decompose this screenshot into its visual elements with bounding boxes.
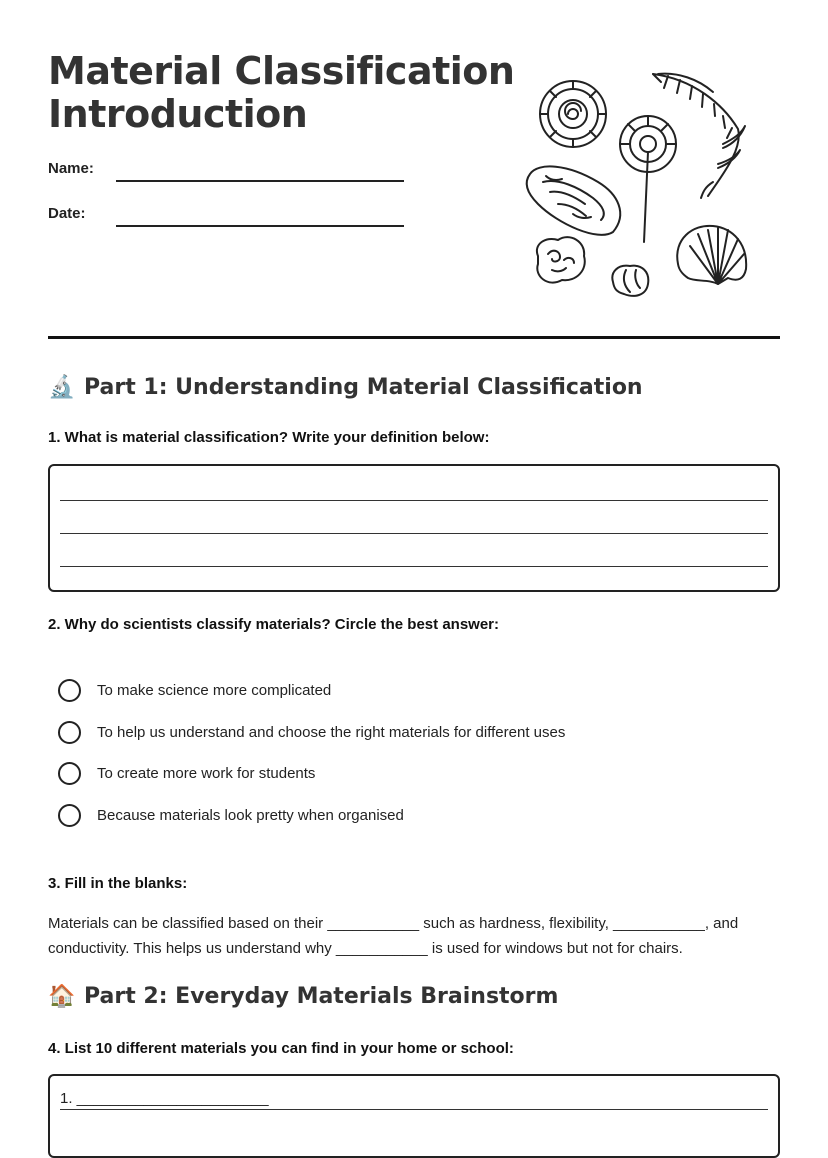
list-item[interactable]: 1. _______________________ (60, 1090, 768, 1110)
part2-heading (48, 984, 558, 1009)
definition-answer-box[interactable] (48, 464, 780, 592)
fill-line-1: Materials can be classified based on their ___________ such as hardness, flexibility, ___________, and (48, 915, 739, 932)
answer-line[interactable] (60, 500, 768, 501)
option-1[interactable] (58, 679, 331, 702)
answer-line[interactable] (60, 566, 768, 567)
title-line-2: Introduction (48, 92, 308, 136)
circle-option-icon[interactable] (58, 679, 81, 702)
option-text: Because materials look pretty when organised (97, 807, 404, 824)
circle-option-icon[interactable] (58, 721, 81, 744)
option-text: To create more work for students (97, 765, 316, 782)
option-4[interactable] (58, 804, 404, 827)
option-3[interactable] (58, 762, 315, 785)
date-line[interactable] (116, 225, 404, 227)
fill-in-paragraph[interactable] (48, 911, 788, 961)
section-divider (48, 336, 780, 339)
fossils-shells-illustration (518, 64, 758, 304)
option-text: To help us understand and choose the right materials for different uses (97, 724, 566, 741)
answer-line[interactable] (60, 533, 768, 534)
question-3: 3. Fill in the blanks: (48, 875, 188, 892)
name-label: Name: (48, 160, 94, 177)
question-2: 2. Why do scientists classify materials? Circle the best answer: (48, 616, 500, 633)
name-line[interactable] (116, 180, 404, 182)
title-line-1: Material Classification (48, 49, 515, 93)
date-label: Date: (48, 205, 86, 222)
fill-line-2: conductivity. This helps us understand why ___________ is used for windows but not for chairs. (48, 940, 683, 957)
option-2[interactable] (58, 721, 565, 744)
circle-option-icon[interactable] (58, 804, 81, 827)
materials-list-box[interactable] (48, 1074, 780, 1158)
part1-heading (48, 375, 643, 400)
question-4: 4. List 10 different materials you can find in your home or school: (48, 1040, 514, 1057)
worksheet-title (48, 50, 514, 136)
option-text: To make science more complicated (97, 682, 332, 699)
question-1: 1. What is material classification? Write your definition below: (48, 429, 490, 446)
part2-heading-text: Part 2: Everyday Materials Brainstorm (84, 984, 559, 1009)
part1-heading-text: Part 1: Understanding Material Classification (84, 375, 643, 400)
circle-option-icon[interactable] (58, 762, 81, 785)
microscope-icon: 🔬 (48, 375, 76, 400)
house-icon: 🏠 (48, 984, 76, 1009)
